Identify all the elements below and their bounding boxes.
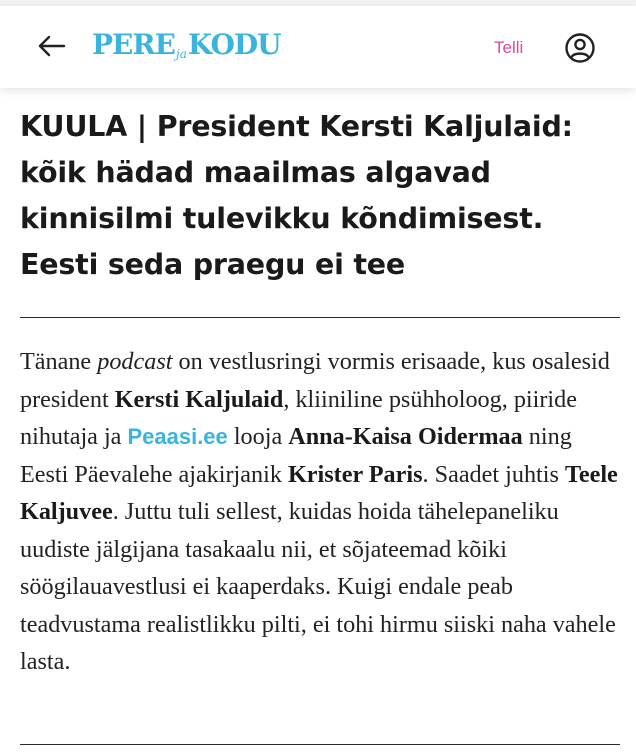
person-name: Kersti Kaljulaid xyxy=(114,385,284,413)
logo-word-kodu: KODU xyxy=(187,28,281,61)
person-name: Krister Paris xyxy=(287,460,423,488)
logo-word-ja: ja xyxy=(176,47,187,61)
headline-divider xyxy=(20,317,620,318)
lead-divider xyxy=(20,744,620,745)
lead-text: looja xyxy=(227,423,289,450)
lead-text: . Saadet juhtis xyxy=(422,460,565,488)
site-logo[interactable] xyxy=(92,28,281,64)
lead-italic-term: podcast xyxy=(97,348,173,375)
user-circle-icon xyxy=(564,32,596,64)
peaasi-link[interactable]: Peaasi.ee xyxy=(127,424,228,449)
arrow-left-icon xyxy=(36,34,66,58)
lead-text: Tänane xyxy=(20,348,98,375)
person-name: Anna-Kaisa Oidermaa xyxy=(288,423,523,450)
site-header xyxy=(0,6,636,88)
lead-text: ning Eesti Päevalehe ajakirjanik xyxy=(20,423,572,488)
person-name: Teele Kaljuvee xyxy=(20,460,618,525)
account-button[interactable] xyxy=(563,31,597,65)
article-headline: KUULA | President Kersti Kaljulaid: kõik hädad maailmas algavad kinnisilmi tulevikku kõndimisest. Eesti seda praegu ei tee xyxy=(20,110,573,281)
subscribe-link[interactable]: Telli xyxy=(494,38,524,57)
back-button[interactable] xyxy=(34,31,68,61)
lead-text: on vestlusringi vormis erisaade, kus osalesid president xyxy=(20,348,610,413)
article-header xyxy=(20,104,620,288)
lead-text: . Juttu tuli sellest, kuidas hoida tähelepaneliku uudiste jälgijana tasakaalu nii, et sõjateemad kõiki söögilauavestlusi ei kaaperdaks. Kuigi endale peab teadvustama realistlikku pilti, ei tohi hirmu siiski naha vahele lasta. xyxy=(20,498,616,675)
lead-text: , kliiniline psühholoog, piiride nihutaja ja xyxy=(20,385,577,450)
article-lead xyxy=(20,343,620,681)
logo-word-pere: PERE xyxy=(92,28,176,61)
